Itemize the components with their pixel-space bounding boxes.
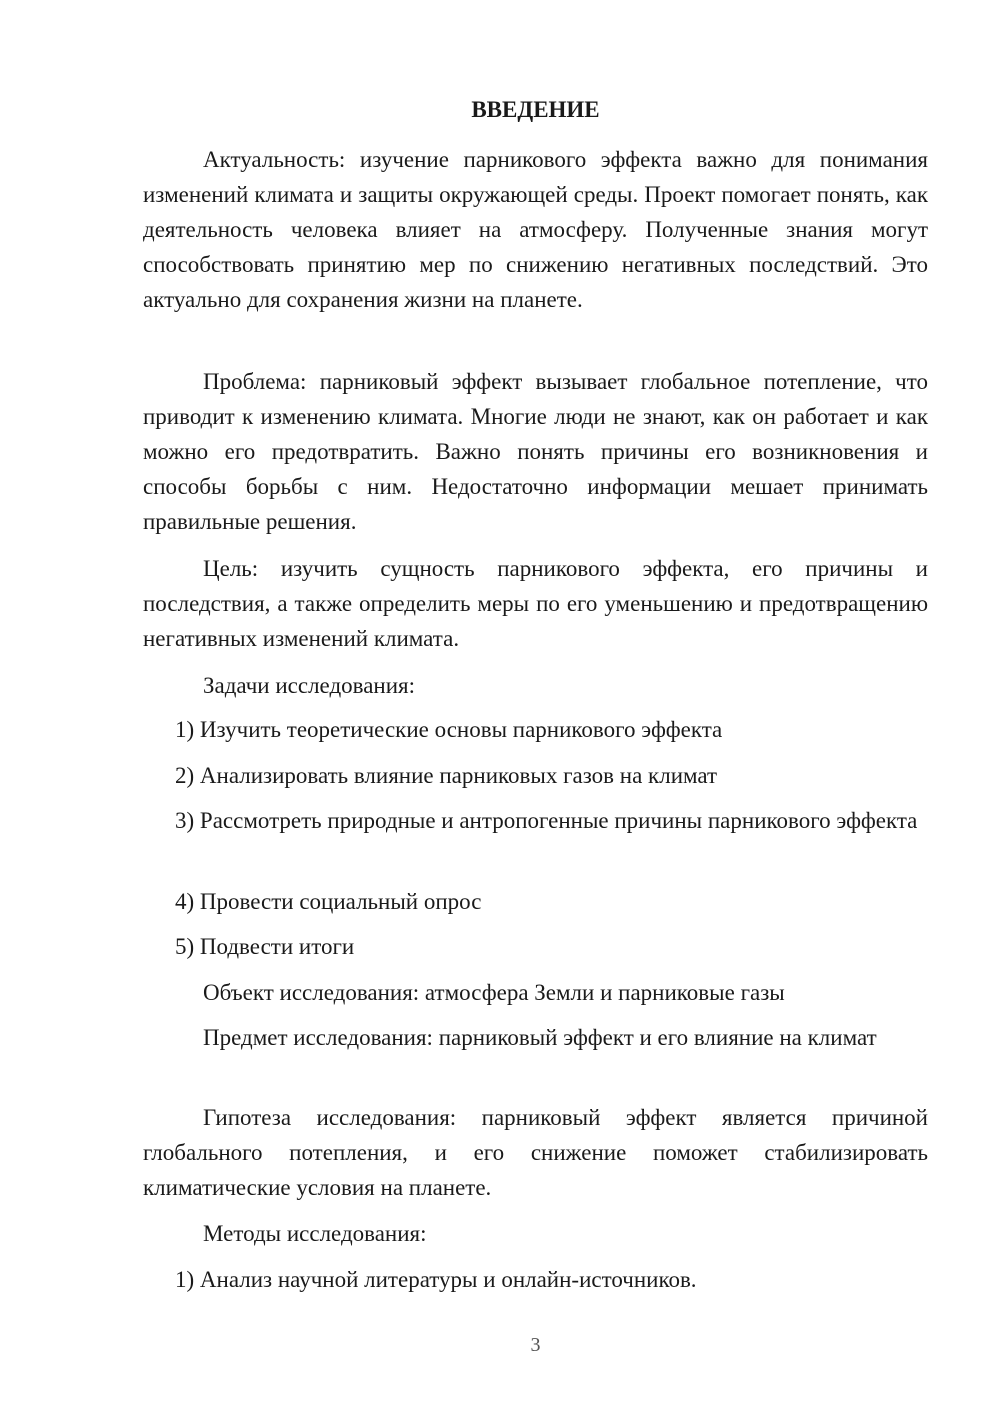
section-heading: ВВЕДЕНИЕ [471,97,600,122]
task-item-4: 4) Провести социальный опрос [175,889,482,914]
tasks-title: Задачи исследования: [203,673,416,698]
task-item-2: 2) Анализировать влияние парниковых газов на климат [175,763,718,788]
goal-paragraph: Цель: изучить сущность парникового эффекта, его причины и последствия, а также определить меры по его уменьшению и предотвращению негативных изменений климата. [143,556,928,651]
hypothesis-paragraph: Гипотеза исследования: парниковый эффект является причиной глобального потепления, и его снижение поможет стабилизировать климатические условия на планете. [143,1105,928,1200]
task-item-5: 5) Подвести итоги [175,934,355,959]
object-paragraph: Объект исследования: атмосфера Земли и парниковые газы [203,980,785,1005]
methods-title: Методы исследования: [203,1221,427,1246]
task-item-3: 3) Рассмотреть природные и антропогенные причины парникового эффекта [175,808,918,833]
page-number: 3 [530,1334,541,1356]
problem-paragraph: Проблема: парниковый эффект вызывает глобальное потепление, что приводит к изменению климата. Многие люди не знают, как он работает и как можно его предотвратить. Важно понять причины его возникновения и способы борьбы с ним. Недостаточно информации мешает принимать правильные решения. [143,369,928,534]
relevance-paragraph: Актуальность: изучение парникового эффекта важно для понимания изменений климата и защиты окружающей среды. Проект помогает понять, как деятельность человека влияет на атмосферу. Полученные знания могут способствовать принятию мер по снижению негативных последствий. Это актуально для сохранения жизни на планете. [143,147,928,312]
method-item-1: 1) Анализ научной литературы и онлайн-источников. [175,1267,697,1292]
subject-paragraph: Предмет исследования: парниковый эффект и его влияние на климат [203,1025,877,1050]
task-item-1: 1) Изучить теоретические основы парникового эффекта [175,717,723,742]
